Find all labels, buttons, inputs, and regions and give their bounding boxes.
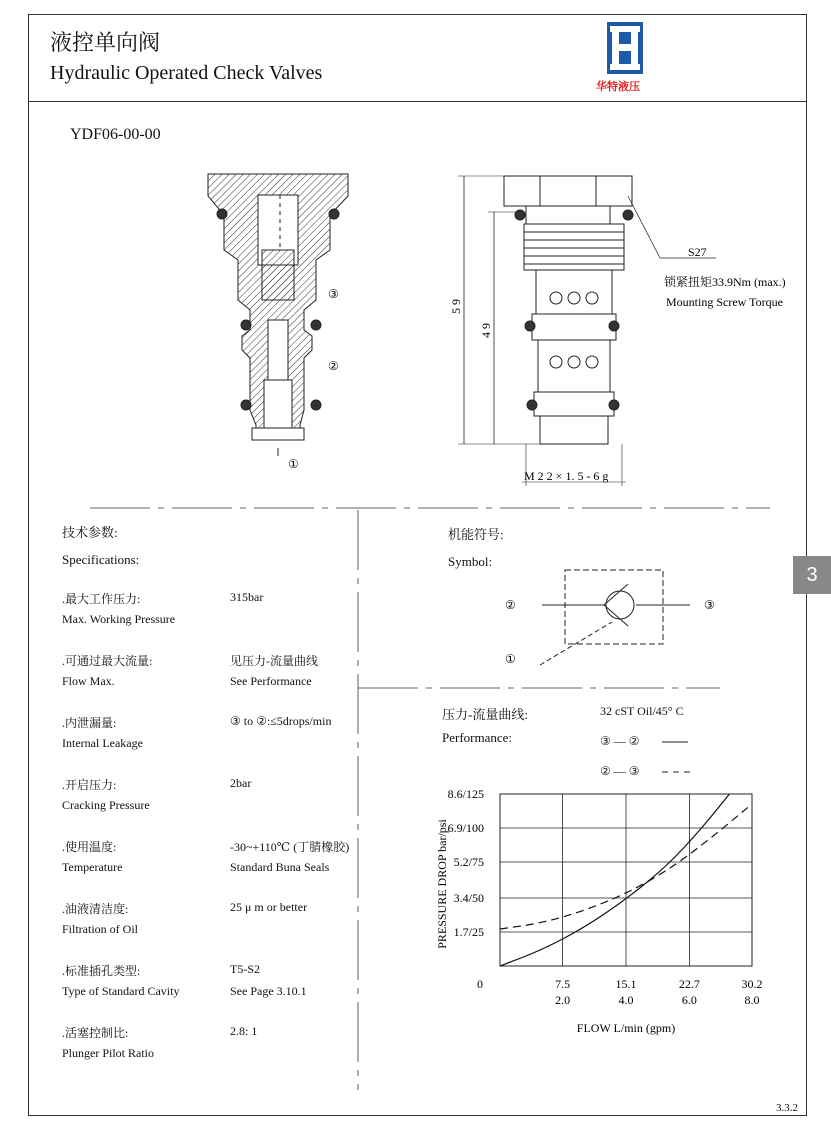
y-axis-label: PRESSURE DROP bar/psi [435, 819, 449, 949]
y-tick-label: 5.2/75 [453, 855, 484, 869]
section-port2-label: ② [328, 359, 339, 373]
spec-label-cn: .使用温度: [62, 840, 117, 854]
spec-label-en: Plunger Pilot Ratio [62, 1046, 155, 1060]
x-zero-label: 0 [477, 977, 483, 991]
x-tick-label: 22.7 [678, 977, 700, 991]
torque-cn: 锁紧扭矩33.9Nm (max.) [664, 275, 786, 289]
spec-value: 25 μ m or better [230, 900, 308, 914]
series-line-3-to-2 [500, 794, 729, 966]
symbol-title-en: Symbol: [448, 554, 493, 569]
x-tick-label: 15.1 [615, 977, 637, 991]
x-tick-label-gpm: 4.0 [618, 993, 634, 1007]
spec-value: -30~+110℃ (丁腈橡胶) [230, 840, 350, 854]
x-tick-label-gpm: 8.0 [744, 993, 760, 1007]
hex-size: S27 [688, 245, 707, 259]
x-tick-label-gpm: 6.0 [681, 993, 697, 1007]
torque-en: Mounting Screw Torque [666, 295, 783, 309]
section-port1-label: ① [288, 457, 299, 471]
spec-label-en: Filtration of Oil [62, 922, 138, 936]
specs-title-en: Specifications: [62, 552, 140, 567]
title-cn: 液控单向阀 [50, 30, 161, 55]
symbol-port2: ② [505, 598, 516, 612]
symbol-title-cn: 机能符号: [448, 527, 504, 542]
spec-label-cn: .最大工作压力: [62, 592, 141, 606]
spec-label-cn: .活塞控制比: [62, 1026, 129, 1040]
oil-spec: 32 cST Oil/45° C [600, 704, 684, 718]
spec-label-en: Cracking Pressure [62, 798, 150, 812]
spec-label-en: Temperature [62, 860, 123, 874]
dim-overall-length: 5 9 [449, 299, 463, 314]
x-tick-label: 7.5 [555, 977, 571, 991]
logo-text: 华特液压 [596, 80, 640, 93]
spec-label-en: Type of Standard Cavity [62, 984, 180, 998]
x-axis-label: FLOW L/min (gpm) [576, 1021, 676, 1035]
y-tick-label: 8.6/125 [447, 787, 484, 801]
symbol-port3: ③ [704, 598, 715, 612]
spec-value: 2.8: 1 [230, 1024, 258, 1038]
page-number: 3.3.2 [776, 1102, 798, 1114]
y-tick-label: 1.7/25 [453, 925, 484, 939]
x-tick-label-gpm: 2.0 [555, 993, 571, 1007]
spec-value: T5-S2 [230, 962, 260, 976]
spec-label-cn: .标准插孔类型: [62, 964, 141, 978]
spec-value: 2bar [230, 776, 252, 790]
y-tick-label: 6.9/100 [447, 821, 484, 835]
chapter-tab: 3 [793, 556, 831, 594]
spec-value-secondary: See Performance [230, 674, 312, 688]
model-number: YDF06-00-00 [70, 126, 161, 143]
legend-solid-label: ③ — ② [600, 734, 640, 748]
hydraulic-symbol [540, 570, 690, 665]
symbol-port1: ① [505, 652, 516, 666]
spec-value: 315bar [230, 590, 264, 604]
spec-value: ③ to ②:≤5drops/min [230, 714, 332, 728]
spec-label-en: Flow Max. [62, 674, 115, 688]
specs-title-cn: 技术参数: [62, 525, 118, 540]
spec-value: 见压力-流量曲线 [230, 654, 318, 668]
dim-body-length: 4 9 [479, 323, 493, 338]
spec-label-cn: .可通过最大流量: [62, 654, 153, 668]
spec-label-cn: .内泄漏量: [62, 716, 117, 730]
performance-title-en: Performance: [442, 730, 513, 745]
sectional-view [208, 174, 348, 456]
y-tick-label: 3.4/50 [453, 891, 484, 905]
section-port3-label: ③ [328, 287, 339, 301]
spec-label-en: Internal Leakage [62, 736, 143, 750]
performance-chart [435, 787, 763, 1035]
performance-title-cn: 压力-流量曲线: [442, 707, 528, 722]
spec-label-en: Max. Working Pressure [62, 612, 176, 626]
spec-label-cn: .油液清洁度: [62, 902, 129, 916]
spec-value-secondary: See Page 3.10.1 [230, 984, 307, 998]
spec-value-secondary: Standard Buna Seals [230, 860, 330, 874]
legend-dashed-label: ② — ③ [600, 764, 640, 778]
title-en: Hydraulic Operated Check Valves [50, 62, 323, 84]
x-tick-label: 30.2 [741, 977, 763, 991]
thread-spec: M 2 2 × 1. 5 - 6 g [524, 469, 609, 483]
external-view [458, 176, 716, 486]
spec-label-cn: .开启压力: [62, 778, 117, 792]
